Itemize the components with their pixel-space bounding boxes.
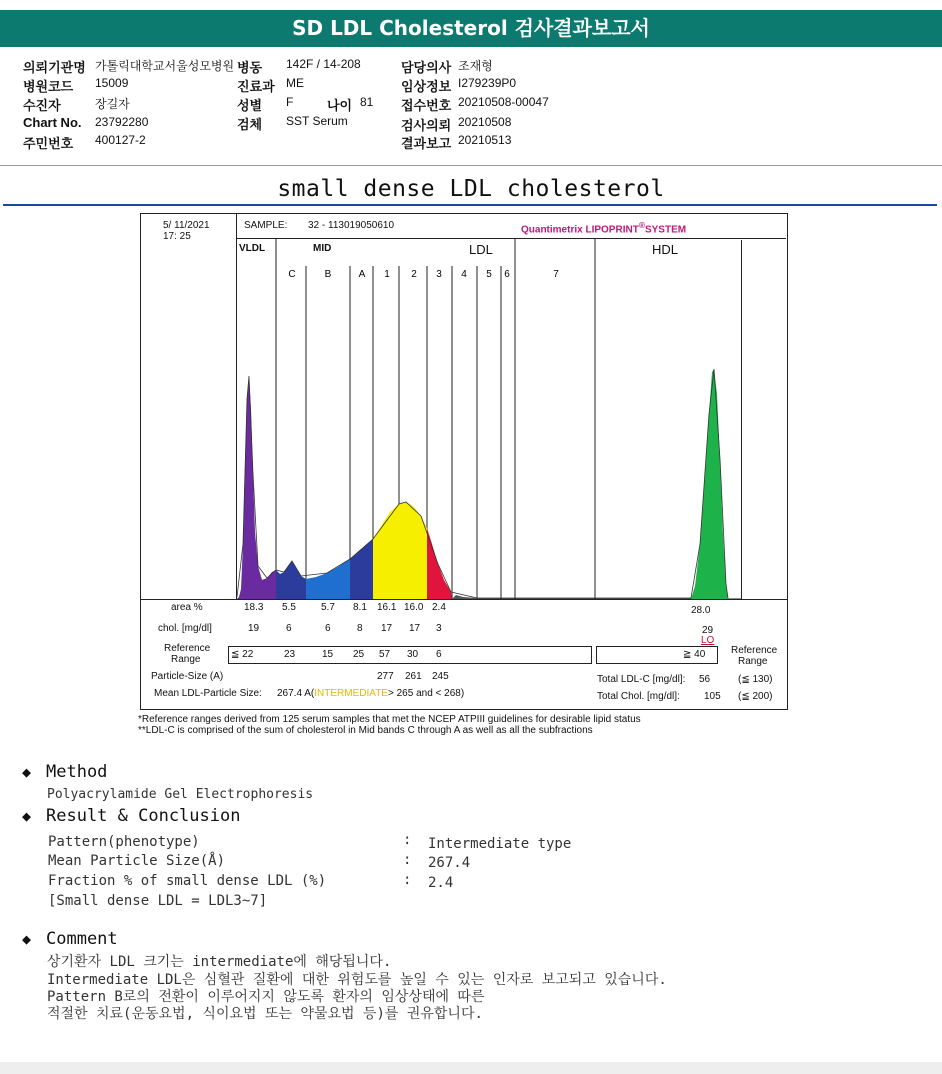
vldl-peak: [237, 376, 276, 599]
area-label: area %: [171, 602, 203, 613]
report-time: 17: 25: [163, 231, 191, 242]
mid-band-c: [276, 561, 306, 599]
patient-info-panel: [0, 55, 942, 166]
receipt-value: 20210508-00047: [458, 95, 549, 109]
chol-ldl1: 17: [381, 623, 393, 634]
doctor-label: 담당의사: [401, 60, 452, 75]
age-value: 81: [360, 95, 374, 109]
age-label: 나이: [327, 98, 353, 113]
ref-right-label-2: Range: [738, 656, 768, 667]
patient-label: 수진자: [23, 98, 61, 113]
method-heading: [22, 762, 107, 782]
comment-line-1: 상기환자 LDL 크기는 intermediate에 해당됩니다.: [47, 954, 392, 970]
band-label: 4: [461, 269, 467, 280]
ref-a: 25: [353, 649, 365, 660]
chol-c: 6: [286, 623, 292, 634]
area-ldl3: 2.4: [432, 602, 446, 613]
ward-value: 142F / 14-208: [286, 57, 361, 71]
band-label: 7: [553, 269, 559, 280]
mean-size-block: [277, 688, 464, 699]
result-label-fraction: Fraction % of small dense LDL (%): [48, 873, 327, 889]
group-mid: MID: [313, 243, 332, 254]
mid-band-a: [350, 539, 373, 599]
patient-value: 장길자: [95, 97, 130, 111]
doctor-value: 조재형: [458, 59, 493, 73]
band-label: 1: [384, 269, 390, 280]
section-title: small dense LDL cholesterol: [277, 176, 665, 202]
comment-line-2: Intermediate LDL은 심혈관 질환에 대한 위험도를 높일 수 있는 인자로 보고되고 있습니다.: [47, 972, 667, 988]
result-label-size: Mean Particle Size(Å): [48, 853, 226, 869]
receipt-label: 접수번호: [401, 98, 452, 113]
divider: [3, 204, 937, 206]
band-label: 5: [486, 269, 492, 280]
ref-label-1: Reference: [164, 643, 211, 654]
mean-size-label: Mean LDL-Particle Size:: [154, 688, 262, 699]
mean-size-range: > 265 and < 268): [387, 688, 465, 699]
chol-vldl: 19: [248, 623, 260, 634]
result-label-pattern: Pattern(phenotype): [48, 834, 200, 850]
area-hdl: 28.0: [691, 605, 711, 616]
chol-b: 6: [325, 623, 331, 634]
ref-hdl: ≧ 40: [683, 649, 706, 660]
dept-label: 진료과: [237, 79, 275, 94]
band-label: A: [358, 269, 366, 280]
comment-line-4: 적절한 치료(운동요법, 식이요법 또는 약물요법 등)를 권유합니다.: [47, 1006, 483, 1022]
ref-c: 23: [284, 649, 296, 660]
report-date: 5/ 11/2021: [163, 220, 210, 231]
brand-main: LIPOPRINT: [585, 224, 639, 236]
area-c: 5.5: [282, 602, 296, 613]
footer-bar: [0, 1062, 942, 1074]
area-vldl: 18.3: [244, 602, 264, 613]
dept-value: ME: [286, 76, 304, 90]
area-ldl2: 16.0: [404, 602, 424, 613]
hospital-label: 의뢰기관명: [23, 60, 86, 75]
diamond-bullet-icon: ◆: [22, 763, 32, 781]
comment-line-3: Pattern B로의 전환이 이루어지지 않도록 환자의 임상상태에 따른: [47, 989, 485, 1005]
code-value: 15009: [95, 76, 129, 90]
method-title: Method: [46, 762, 108, 782]
result-note: [Small dense LDL = LDL3~7]: [48, 893, 268, 909]
ref-right-label-1: Reference: [731, 645, 778, 656]
total-chol-label: Total Chol. [mg/dl]:: [597, 691, 680, 702]
band-label: 3: [436, 269, 442, 280]
clinical-value: I279239P0: [458, 76, 517, 90]
specimen-label: 검체: [237, 117, 263, 132]
specimen-value: SST Serum: [286, 114, 348, 128]
brand-suffix: SYSTEM: [644, 224, 687, 236]
ref-ldl2: 30: [407, 649, 419, 660]
mean-phenotype: INTERMEDIATE: [314, 688, 388, 699]
method-text: Polyacrylamide Gel Electrophoresis: [47, 787, 314, 802]
group-vldl: VLDL: [239, 243, 266, 254]
particle-ldl2: 261: [405, 671, 422, 682]
diamond-bullet-icon: ◆: [22, 807, 32, 825]
report-date-label: 결과보고: [401, 136, 452, 151]
band-label: 2: [411, 269, 417, 280]
sample-label: SAMPLE:: [244, 220, 288, 231]
sex-label: 성별: [237, 98, 263, 113]
chart-label: Chart No.: [23, 115, 82, 130]
result-colon-3: :: [403, 872, 412, 888]
chol-label: chol. [mg/dl]: [158, 623, 212, 634]
ref-b: 15: [322, 649, 334, 660]
area-b: 5.7: [321, 602, 335, 613]
ref-label-2: Range: [171, 654, 201, 665]
trace-outline: [237, 369, 728, 598]
brand-prefix: Quantimetrix: [521, 224, 583, 236]
lipoprint-report: [140, 213, 788, 710]
total-ldl-label: Total LDL-C [mg/dl]:: [597, 674, 686, 685]
result-heading: [22, 806, 240, 826]
particle-label: Particle-Size (A): [151, 671, 224, 682]
ldl-band-1-2: [373, 502, 427, 599]
comment-title: Comment: [46, 929, 118, 949]
band-label: C: [288, 269, 296, 280]
group-ldl: LDL: [469, 242, 493, 257]
mean-size-value: 267.4 A: [277, 688, 311, 699]
mean-size-open: (: [310, 688, 315, 699]
report-title: SD LDL Cholesterol 검사결과보고서: [0, 10, 942, 47]
comment-heading: [22, 929, 118, 949]
result-colon-2: :: [403, 852, 412, 868]
sample-id: 32 - 113019050610: [308, 220, 395, 231]
mid-band-b: [306, 559, 350, 599]
footnote-1: *Reference ranges derived from 125 serum samples that met the NCEP ATPIII guidelines for desirable lipid status: [138, 714, 641, 725]
ldl-band-3: [427, 528, 452, 599]
sex-value: F: [286, 95, 294, 109]
result-title: Result & Conclusion: [46, 806, 241, 826]
particle-ldl1: 277: [377, 671, 394, 682]
ref-ldl3: 6: [436, 649, 442, 660]
code-label: 병원코드: [23, 79, 74, 94]
densitometry-chart: [141, 214, 787, 600]
hdl-flag: LO: [701, 635, 715, 646]
chol-hdl: 29: [702, 625, 714, 636]
footnote-2: **LDL-C is comprised of the sum of cholesterol in Mid bands C through A as well as all the subfractions: [138, 725, 593, 736]
brand-sup: ®: [638, 220, 645, 230]
group-hdl: HDL: [652, 242, 679, 257]
total-chol-ref: (≦ 200): [738, 691, 773, 702]
ref-ldl1: 57: [379, 649, 391, 660]
result-value-pattern: Intermediate type: [428, 836, 572, 852]
request-value: 20210508: [458, 115, 512, 129]
total-chol-value: 105: [704, 691, 721, 702]
result-value-fraction: 2.4: [428, 875, 454, 891]
chol-ldl3: 3: [436, 623, 442, 634]
id-label: 주민번호: [23, 136, 74, 151]
chol-a: 8: [357, 623, 363, 634]
band-label: B: [324, 269, 332, 280]
clinical-label: 임상정보: [401, 79, 452, 94]
ref-vldl: ≦ 22: [231, 649, 254, 660]
chart-value: 23792280: [95, 115, 149, 129]
total-ldl-ref: (≦ 130): [738, 674, 773, 685]
diamond-bullet-icon: ◆: [22, 930, 32, 948]
request-label: 검사의뢰: [401, 118, 452, 133]
id-value: 400127-2: [95, 133, 146, 147]
ward-label: 병동: [237, 60, 263, 75]
total-ldl-value: 56: [699, 674, 711, 685]
result-value-size: 267.4: [428, 855, 471, 871]
area-a: 8.1: [353, 602, 367, 613]
band-label: 6: [504, 269, 510, 280]
chol-ldl2: 17: [409, 623, 421, 634]
area-ldl1: 16.1: [377, 602, 397, 613]
report-date-value: 20210513: [458, 133, 512, 147]
result-colon-1: :: [403, 832, 412, 848]
hospital-value: 가톨릭대학교서울성모병원: [95, 59, 235, 73]
particle-ldl3: 245: [432, 671, 449, 682]
